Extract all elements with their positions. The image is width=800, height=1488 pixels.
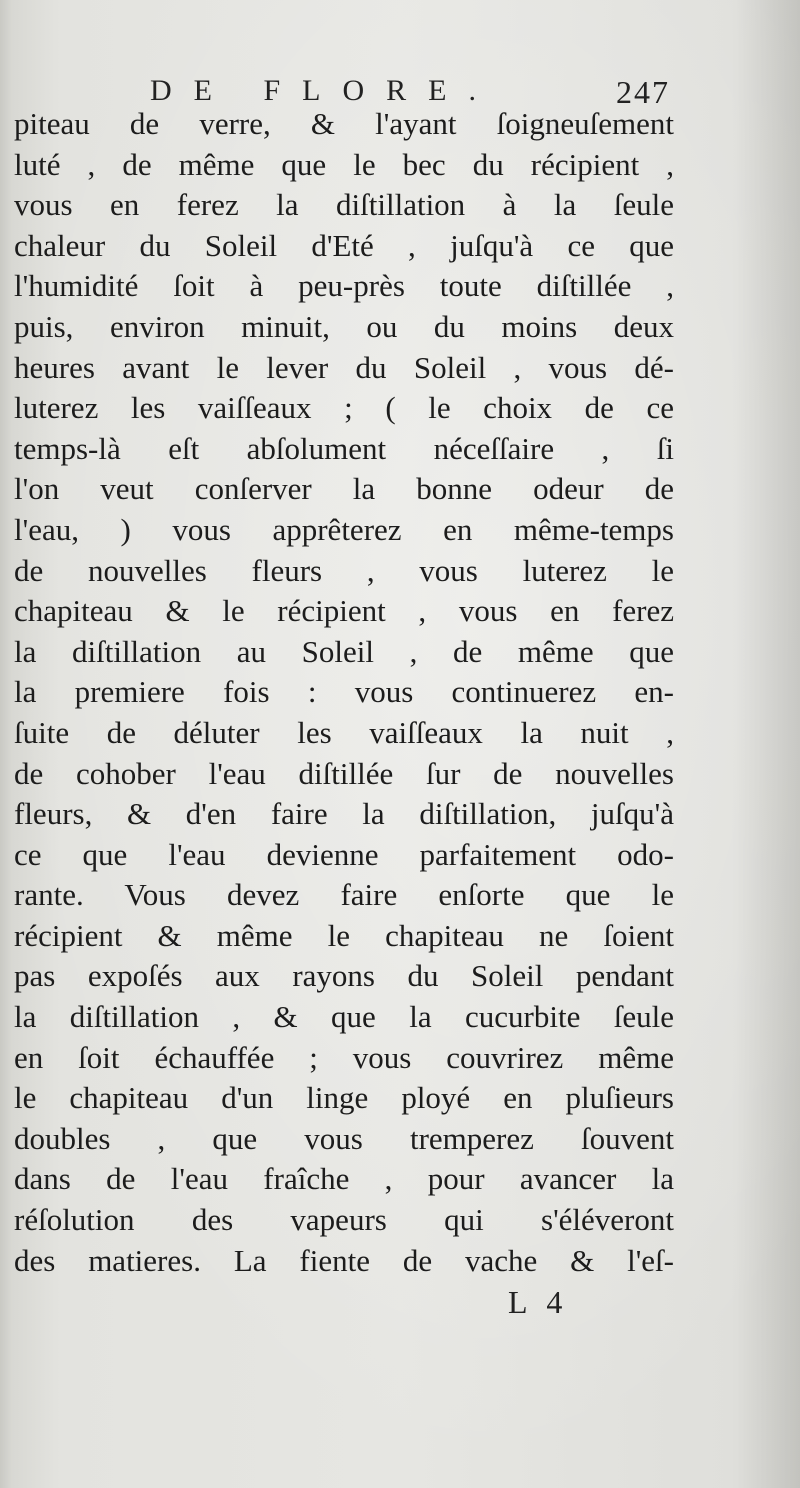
page-number: 247 xyxy=(616,74,670,110)
text-line: luterez les vaiſſeaux ; ( le choix de ce xyxy=(14,390,674,426)
page-edge-shadow xyxy=(730,0,800,1488)
text-line: chaleur du Soleil d'Eté , juſqu'à ce que xyxy=(14,227,674,263)
text-line: chapiteau & le récipient , vous en ferez xyxy=(14,593,674,629)
text-line: doubles , que vous tremperez ſouvent xyxy=(14,1120,674,1156)
text-line: de nouvelles fleurs , vous luterez le xyxy=(14,552,674,588)
text-line: l'eau, ) vous apprêterez en même-temps xyxy=(14,511,674,547)
text-line: heures avant le lever du Soleil , vous dé- xyxy=(14,349,674,385)
text-line: rante. Vous devez faire enſorte que le xyxy=(14,877,674,913)
text-line: l'on veut conſerver la bonne odeur de xyxy=(14,471,674,507)
text-line: fleurs, & d'en faire la diſtillation, juſqu'à xyxy=(14,796,674,832)
text-line: temps-là eſt abſolument néceſſaire , ſi xyxy=(14,430,674,466)
body-text xyxy=(14,104,674,1281)
text-line: puis, environ minuit, ou du moins deux xyxy=(14,308,674,344)
text-line: dans de l'eau fraîche , pour avancer la xyxy=(14,1161,674,1197)
text-line: réſolution des vapeurs qui s'éléveront xyxy=(14,1202,674,1238)
text-line: récipient & même le chapiteau ne ſoient xyxy=(14,917,674,953)
text-line: l'humidité ſoit à peu-près toute diſtillée , xyxy=(14,268,674,304)
text-line: en ſoit échauffée ; vous couvrirez même xyxy=(14,1039,674,1075)
text-line: pas expoſés aux rayons du Soleil pendant xyxy=(14,958,674,994)
text-line: la diſtillation , & que la cucurbite ſeule xyxy=(14,999,674,1035)
text-line: ſuite de déluter les vaiſſeaux la nuit , xyxy=(14,714,674,750)
text-line: la premiere fois : vous continuerez en- xyxy=(14,674,674,710)
signature-mark: L 4 xyxy=(508,1284,569,1320)
text-line: le chapiteau d'un linge ployé en pluſieurs xyxy=(14,1080,674,1116)
text-line: luté , de même que le bec du récipient , xyxy=(14,146,674,182)
text-line: de cohober l'eau diſtillée ſur de nouvelles xyxy=(14,755,674,791)
text-line: piteau de verre, & l'ayant ſoigneuſement xyxy=(14,106,674,141)
text-line: la diſtillation au Soleil , de même que xyxy=(14,633,674,669)
text-line: des matieres. La fiente de vache & l'eſ- xyxy=(14,1242,674,1278)
text-line: ce que l'eau devienne parfaitement odo- xyxy=(14,836,674,872)
text-line: vous en ferez la diſtillation à la ſeule xyxy=(14,187,674,223)
running-head-title: DE FLORE. xyxy=(150,74,498,107)
